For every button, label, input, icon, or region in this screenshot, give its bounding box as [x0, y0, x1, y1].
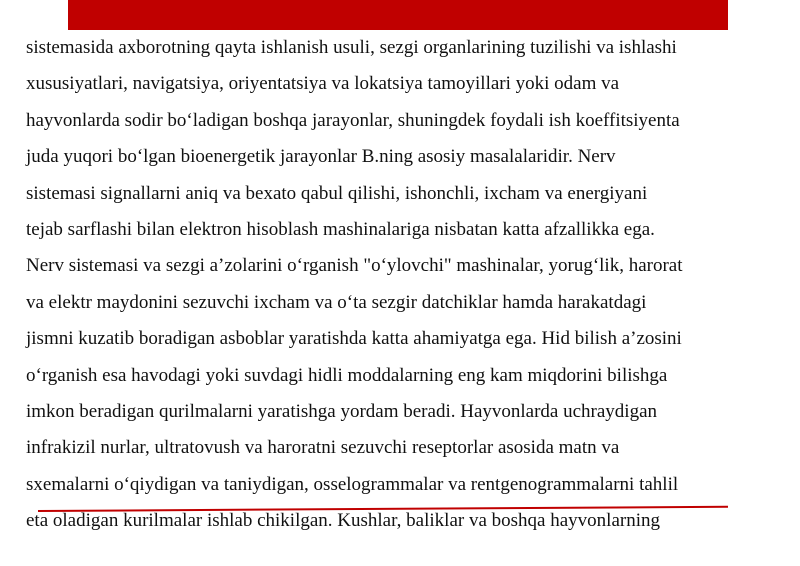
- body-paragraph: [26, 30, 786, 539]
- paragraph-line: Nerv sistemasi va sezgi aʼzolarini oʻrganish "oʻylovchi" mashinalar, yorugʻlik, harorat: [26, 255, 683, 277]
- paragraph-line: sistemasida axborotning qayta ishlanish usuli, sezgi organlarining tuzilishi va ishlashi: [26, 37, 677, 58]
- title-accent-bar: [68, 0, 728, 30]
- paragraph-line: imkon beradigan qurilmalarni yaratishga yordam beradi. Hayvonlarda uchraydigan: [26, 400, 657, 422]
- paragraph-line: tejab sarflashi bilan elektron hisoblash mashinalariga nisbatan katta afzallikka ega.: [26, 218, 655, 240]
- paragraph-line: eta oladigan kurilmalar ishlab chikilgan. Kushlar, baliklar va boshqa hayvonlarning: [26, 510, 660, 532]
- paragraph-line: jismni kuzatib boradigan asboblar yaratishda katta ahamiyatga ega. Hid bilish aʼzosini: [26, 328, 682, 350]
- paragraph-line: sxemalarni oʻqiydigan va taniydigan, osselogrammalar va rentgenogrammalarni tahlil: [26, 473, 679, 495]
- paragraph-line: xususiyatlari, navigatsiya, oriyentatsiya va lokatsiya tamoyillari yoki odam va: [26, 73, 620, 95]
- paragraph-line: juda yuqori boʻlgan bioenergetik jarayonlar B.ning asosiy masalalaridir. Nerv: [26, 146, 616, 168]
- paragraph-line: hayvonlarda sodir boʻladigan boshqa jarayonlar, shuningdek foydali ish koeffitsiyenta: [26, 109, 680, 131]
- paragraph-line: infrakizil nurlar, ultratovush va haroratni sezuvchi reseptorlar asosida matn va: [26, 437, 620, 459]
- paragraph-line: va elektr maydonini sezuvchi ixcham va oʻta sezgir datchiklar hamda harakatdagi: [26, 291, 647, 313]
- paragraph-line: sistemasi signallarni aniq va bexato qabul qilishi, ishonchli, ixcham va energiyani: [26, 182, 648, 204]
- paragraph-line: oʻrganish esa havodagi yoki suvdagi hidli moddalarning eng kam miqdorini bilishga: [26, 364, 668, 386]
